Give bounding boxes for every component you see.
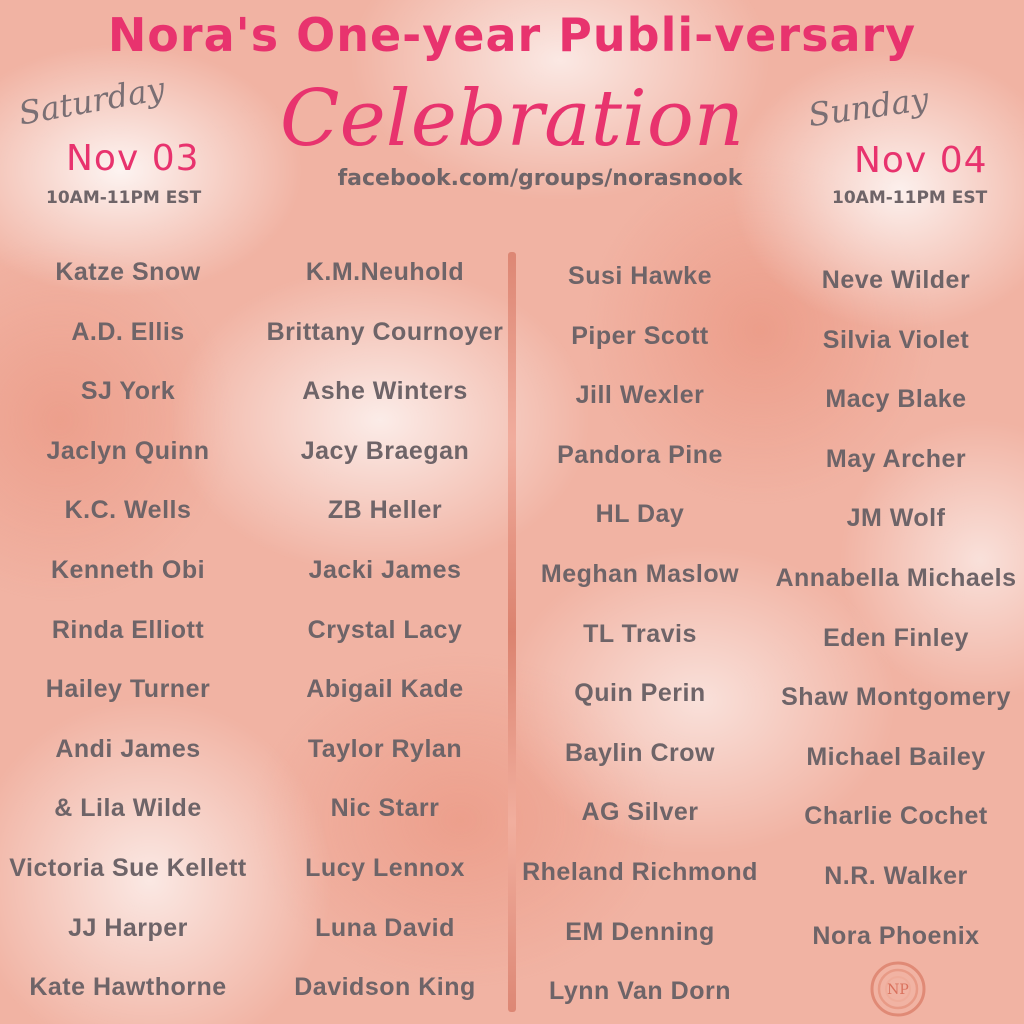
author-name: Neve Wilder <box>821 266 971 294</box>
author-name: Jaclyn Quinn <box>46 436 210 465</box>
author-name: Crystal Lacy <box>307 615 463 644</box>
author-name: Charlie Cochet <box>804 802 988 831</box>
author-name: K.C. Wells <box>64 496 192 525</box>
author-name: Brittany Cournoyer <box>266 317 504 346</box>
author-name: K.M.Neuhold <box>305 258 465 286</box>
author-name: Eden Finley <box>823 623 969 652</box>
author-name: Silvia Violet <box>822 325 970 354</box>
celebration-heading: Celebration <box>279 74 745 164</box>
author-name: EM Denning <box>565 917 715 946</box>
author-name: Kate Hawthorne <box>29 973 227 1002</box>
saturday-date: Nov 03 <box>66 138 200 179</box>
sunday-time: 10AM-11PM EST <box>832 188 988 208</box>
saturday-label: Saturday <box>15 69 168 133</box>
author-name: Rinda Elliott <box>51 615 205 644</box>
author-name: Quin Perin <box>574 679 706 708</box>
author-name: Davidson King <box>294 973 476 1002</box>
author-name: Lucy Lennox <box>305 854 465 882</box>
author-name: Lynn Van Dorn <box>549 977 731 1006</box>
author-name: JM Wolf <box>846 504 946 533</box>
author-name: Susi Hawke <box>568 262 712 290</box>
np-logo-icon <box>868 960 928 1018</box>
author-name: Andi James <box>55 734 201 763</box>
author-name: ZB Heller <box>327 496 443 525</box>
author-name: Michael Bailey <box>806 742 986 771</box>
author-name: Jacki James <box>308 556 462 584</box>
author-name: Hailey Turner <box>45 675 211 704</box>
page-title: Nora's One-year Publi-versary <box>107 8 917 62</box>
author-name: Nic Starr <box>330 794 440 823</box>
author-name: SJ York <box>80 377 176 406</box>
author-name: JJ Harper <box>68 913 188 942</box>
sunday-label: Sunday <box>805 79 931 135</box>
author-name: Ashe Winters <box>302 377 468 406</box>
author-name: Jacy Braegan <box>300 436 470 465</box>
author-name: Pandora Pine <box>557 440 723 469</box>
author-name: Annabella Michaels <box>775 564 1017 592</box>
author-name: Baylin Crow <box>565 738 715 767</box>
author-name: Taylor Rylan <box>307 734 463 763</box>
author-name: Nora Phoenix <box>812 921 980 950</box>
saturday-time: 10AM-11PM EST <box>46 188 202 208</box>
author-name: Jill Wexler <box>575 381 705 410</box>
author-name: Abigail Kade <box>306 675 464 704</box>
author-name: TL Travis <box>583 619 697 648</box>
author-name: Katze Snow <box>55 258 201 286</box>
sunday-date: Nov 04 <box>854 140 988 181</box>
author-name: Rheland Richmond <box>522 858 758 886</box>
author-name: & Lila Wilde <box>54 794 202 823</box>
author-name: Piper Scott <box>571 321 709 350</box>
author-name: A.D. Ellis <box>71 317 185 346</box>
group-url: facebook.com/groups/norasnook <box>337 166 743 191</box>
author-name: Shaw Montgomery <box>781 683 1011 712</box>
author-name: HL Day <box>595 500 685 529</box>
author-name: Kenneth Obi <box>50 556 206 584</box>
author-name: Victoria Sue Kellett <box>9 854 247 882</box>
logo-text: NP <box>887 982 909 998</box>
author-name: Macy Blake <box>825 385 967 414</box>
author-name: AG Silver <box>581 798 699 827</box>
author-name: Meghan Maslow <box>540 560 740 588</box>
author-name: Luna David <box>315 913 455 942</box>
author-name: May Archer <box>825 444 967 473</box>
author-name: N.R. Walker <box>824 862 968 890</box>
